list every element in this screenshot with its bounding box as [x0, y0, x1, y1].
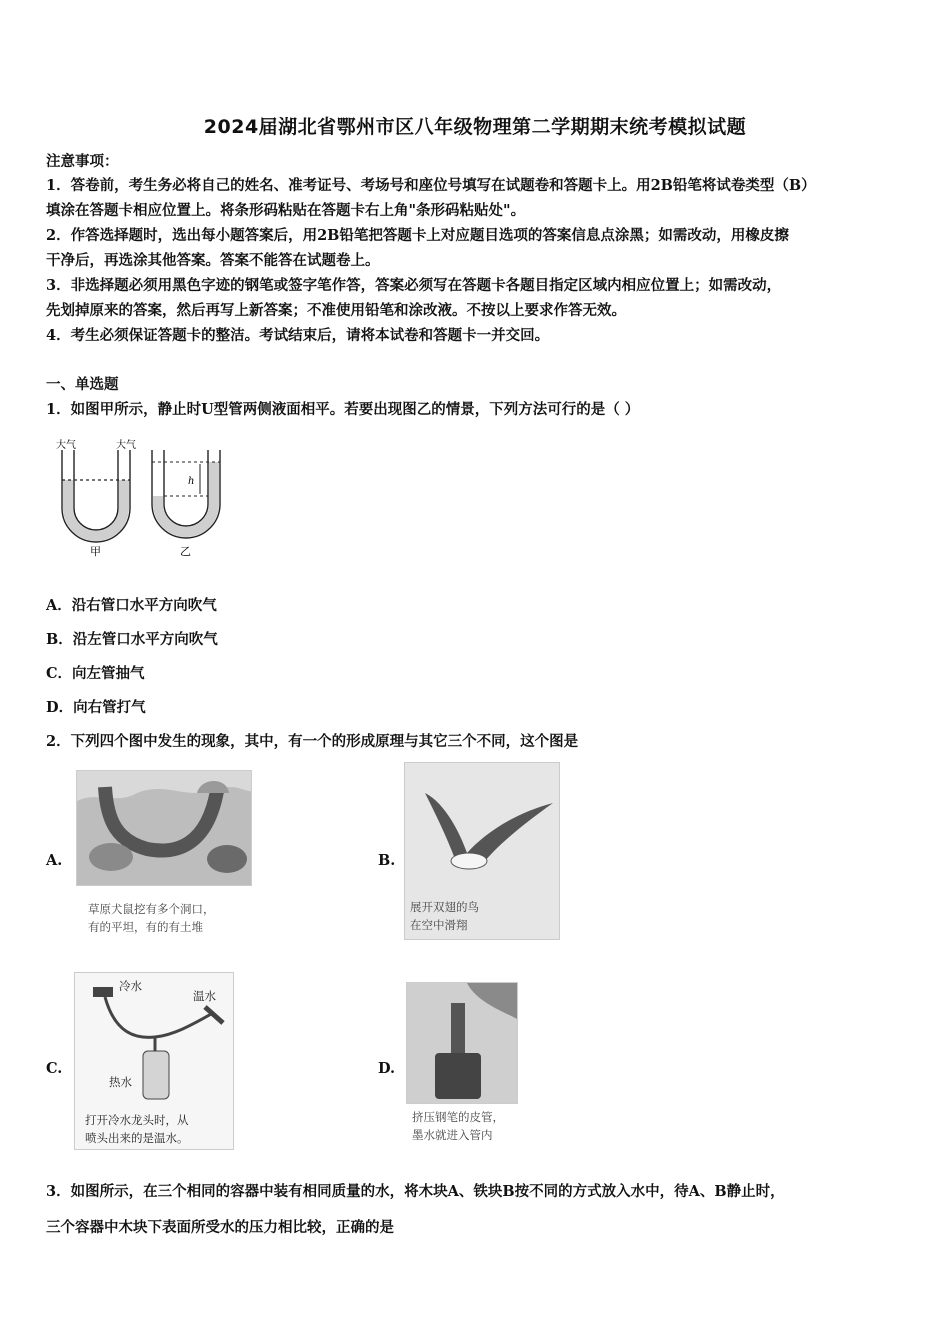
q1-option-b[interactable]: B．沿左管口水平方向吹气 [46, 631, 218, 648]
caption-a-line-2: 有的平坦，有的有土堆 [88, 920, 203, 934]
label-jia: 甲 [90, 545, 101, 558]
question-2-stem: 2．下列四个图中发生的现象，其中，有一个的形成原理与其它三个不同，这个图是 [46, 733, 579, 750]
notice-line: 干净后，再选涂其他答案。答案不能答在试题卷上。 [46, 252, 380, 269]
label-cold-water: 冷水 [119, 979, 142, 993]
label-warm-water: 温水 [193, 989, 216, 1003]
notice-heading: 注意事项： [46, 153, 119, 170]
label-hot-water: 热水 [109, 1075, 132, 1089]
caption-d-line-2: 墨水就进入管内 [412, 1128, 493, 1142]
notice-line: 先划掉原来的答案，然后再写上新答案；不准使用铅笔和涂改液。不按以上要求作答无效。 [46, 302, 626, 319]
notice-line: 填涂在答题卡相应位置上。将条形码粘贴在答题卡右上角"条形码粘贴处"。 [46, 202, 526, 219]
question-1-stem: 1．如图甲所示，静止时U型管两侧液面相平。若要出现图乙的情景，下列方法可行的是（ ） [46, 401, 640, 418]
notice-line: 3．非选择题必须用黑色字迹的钢笔或签字笔作答，答案必须写在答题卡各题目指定区域内相应位置上；如需改动， [46, 277, 782, 294]
question-3-line-1: 3．如图所示，在三个相同的容器中装有相同质量的水，将木块A、铁块B按不同的方式放入水中，待A、B静止时， [46, 1183, 785, 1200]
q2-label-b[interactable]: B. [378, 852, 396, 869]
label-h: h [188, 476, 195, 487]
caption-c-line-1: 打开冷水龙头时，从 [85, 1113, 189, 1127]
notice-line: 2．作答选择题时，选出每小题答案后，用2B铅笔把答题卡上对应题目选项的答案信息点涂黑；如需改动，用橡皮擦 [46, 227, 789, 244]
q1-option-a[interactable]: A．沿右管口水平方向吹气 [46, 597, 217, 614]
q2-label-d[interactable]: D. [378, 1060, 396, 1077]
q2-label-c[interactable]: C. [46, 1060, 63, 1077]
u-tube-figure [50, 438, 240, 560]
burrow-icon [77, 771, 251, 885]
page-title: 2024届湖北省鄂州市区八年级物理第二学期期末统考模拟试题 [203, 116, 747, 138]
air-label-right: 大气 [116, 440, 136, 451]
q1-option-d[interactable]: D．向右管打气 [46, 699, 146, 716]
label-yi: 乙 [180, 545, 191, 558]
u-tube-jia-water [63, 480, 129, 541]
figure-prairie-dog-burrow [76, 770, 252, 886]
section-title: 一、单选题 [46, 376, 119, 393]
air-label-left: 大气 [56, 440, 76, 451]
caption-b-line-1: 展开双翅的鸟 [410, 900, 479, 914]
notice-line: 1．答卷前，考生务必将自己的姓名、准考证号、考场号和座位号填写在试题卷和答题卡上。用2B铅笔将试卷类型（B） [46, 177, 816, 194]
figure-fountain-pen [406, 982, 518, 1104]
caption-a-line-1: 草原犬鼠挖有多个洞口， [88, 902, 215, 916]
question-3-line-2: 三个容器中木块下表面所受水的压力相比较，正确的是 [46, 1219, 394, 1236]
caption-b-line-2: 在空中滑翔 [410, 918, 468, 932]
caption-c-line-2: 喷头出来的是温水。 [85, 1131, 189, 1145]
notice-line: 4．考生必须保证答题卡的整洁。考试结束后，请将本试卷和答题卡一并交回。 [46, 327, 550, 344]
q1-option-c[interactable]: C．向左管抽气 [46, 665, 145, 682]
pen-ink-icon [407, 983, 517, 1103]
caption-d-line-1: 挤压钢笔的皮管， [412, 1110, 504, 1124]
q2-label-a[interactable]: A. [46, 852, 63, 869]
figure-water-heater [74, 972, 234, 1150]
